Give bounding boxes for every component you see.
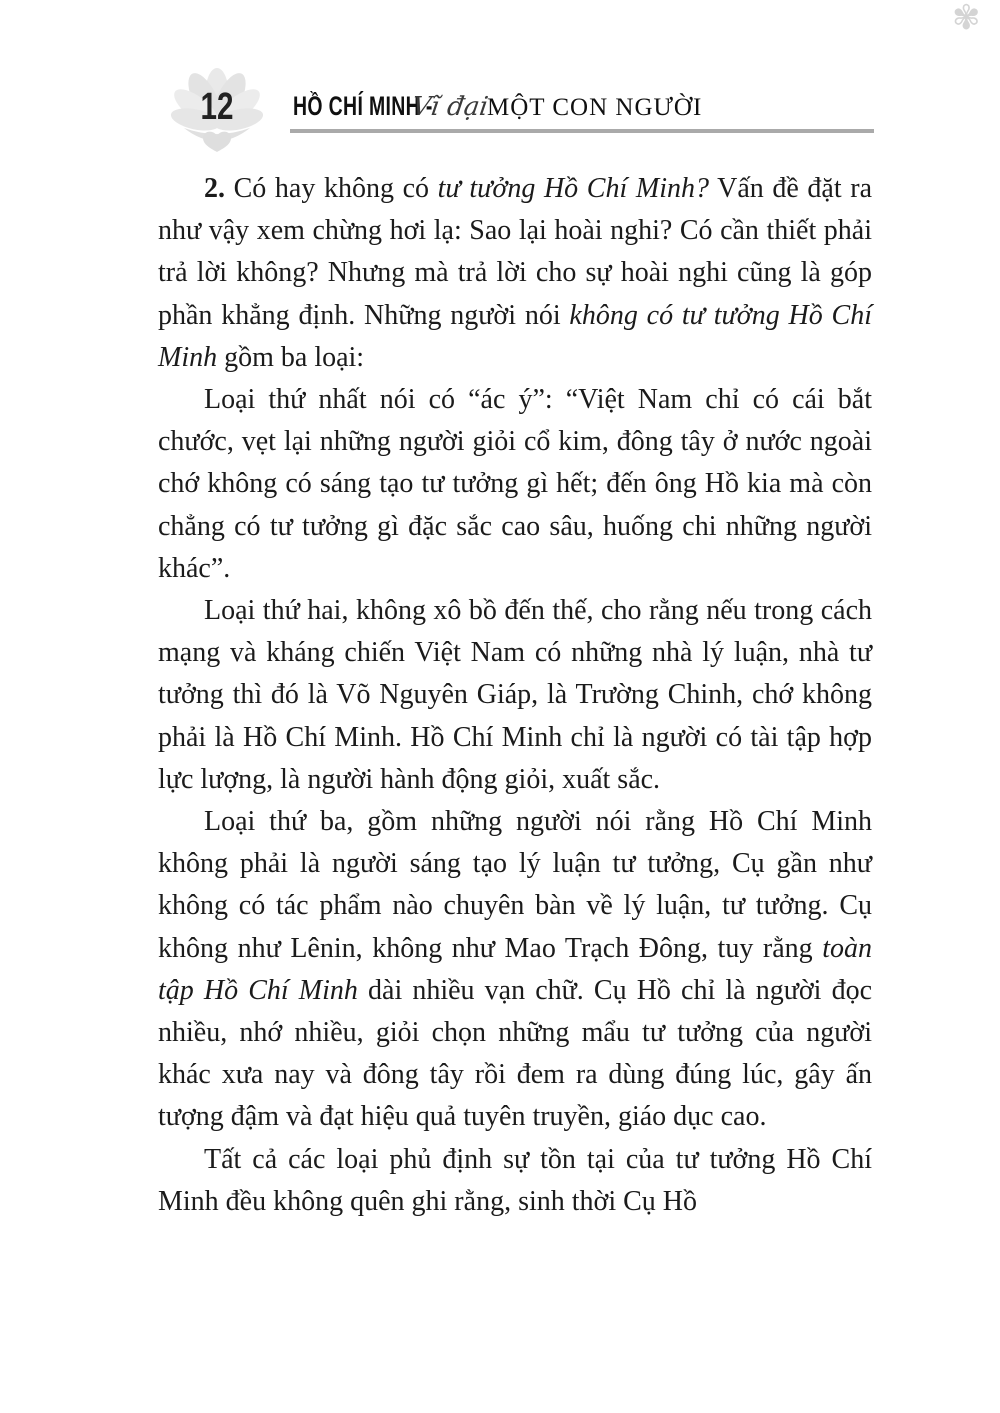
text-run: Có hay không có — [225, 173, 438, 204]
paragraph-2 — [158, 379, 872, 590]
text-run: Loại thứ hai, không xô bồ đến thế, cho rằng nếu trong cách mạng và kháng chiến Việt Nam có những nhà lý luận, nhà tư tưởng thì đó là Võ Nguyên Giáp, là Trường Chinh, chớ không phải là Hồ Chí Minh. Hồ Chí Minh chỉ là người có tài tập hợp lực lượng, là người hành động giỏi, xuất sắc. — [158, 595, 872, 795]
lotus-logo — [156, 66, 278, 162]
paragraph-4 — [158, 801, 872, 1139]
paragraph-3 — [158, 590, 872, 801]
text-run-italic: tư tưởng Hồ Chí Minh? — [437, 173, 709, 204]
text-run: Loại thứ nhất nói có “ác ý”: “Việt Nam chỉ có cái bắt chước, vẹt lại những người giỏi cổ kim, đông tây ở nước ngoài chớ không có sáng tạo tư tưởng gì hết; đến ông Hồ kia mà còn chẳng có tư tưởng gì đặc sắc cao sâu, huống chi những người khác”. — [158, 384, 872, 584]
text-run: Loại thứ ba, gồm những người nói rằng Hồ Chí Minh không phải là người sáng tạo lý luận tư tưởng, Cụ gần như không có tác phẩm nào chuyên bàn về lý luận, tư tưởng. Cụ không như Lênin, không như Mao Trạch Đông, tuy rằng — [158, 806, 872, 964]
running-title-caps: MỘT CON NGƯỜI — [487, 94, 703, 121]
paragraph-1 — [158, 168, 872, 379]
page-body — [158, 168, 872, 1223]
paragraph-5 — [158, 1139, 872, 1223]
running-title-script: Vĩ đại — [409, 92, 490, 122]
running-title-bold: HỒ CHÍ MINH - — [293, 91, 433, 121]
text-run: gồm ba loại: — [217, 341, 365, 373]
paragraph-number: 2. — [204, 173, 225, 204]
text-run: dài nhiều vạn chữ. Cụ Hồ chỉ là người đọc nhiều, nhớ nhiều, giỏi chọn những mẩu tư tưởng của người khác xưa nay và đông tây rồi đem ra dùng đúng lúc, gây ấn tượng đậm và đạt hiệu quả tuyên truyền, giáo dục cao. — [158, 974, 872, 1133]
florette-ornament-icon: ✾ — [952, 0, 981, 37]
text-run-italic: không có tư tưởng Hồ Chí Minh — [158, 299, 873, 373]
header-rule — [290, 129, 874, 133]
text-run: Tất cả các loại phủ định sự tồn tại của tư tưởng Hồ Chí Minh đều không quên ghi rằng, sinh thời Cụ Hồ — [158, 1143, 872, 1217]
text-run: Vấn đề đặt ra như vậy xem chừng hơi lạ: Sao lại hoài nghi? Có cần thiết phải trả lời không? Nhưng mà trả lời cho sự hoài nghi cũng là góp phần khẳng định. Những người nói — [158, 173, 873, 331]
text-run-italic: toàn tập Hồ Chí Minh — [158, 932, 872, 1006]
page-number: 12 — [200, 86, 234, 128]
